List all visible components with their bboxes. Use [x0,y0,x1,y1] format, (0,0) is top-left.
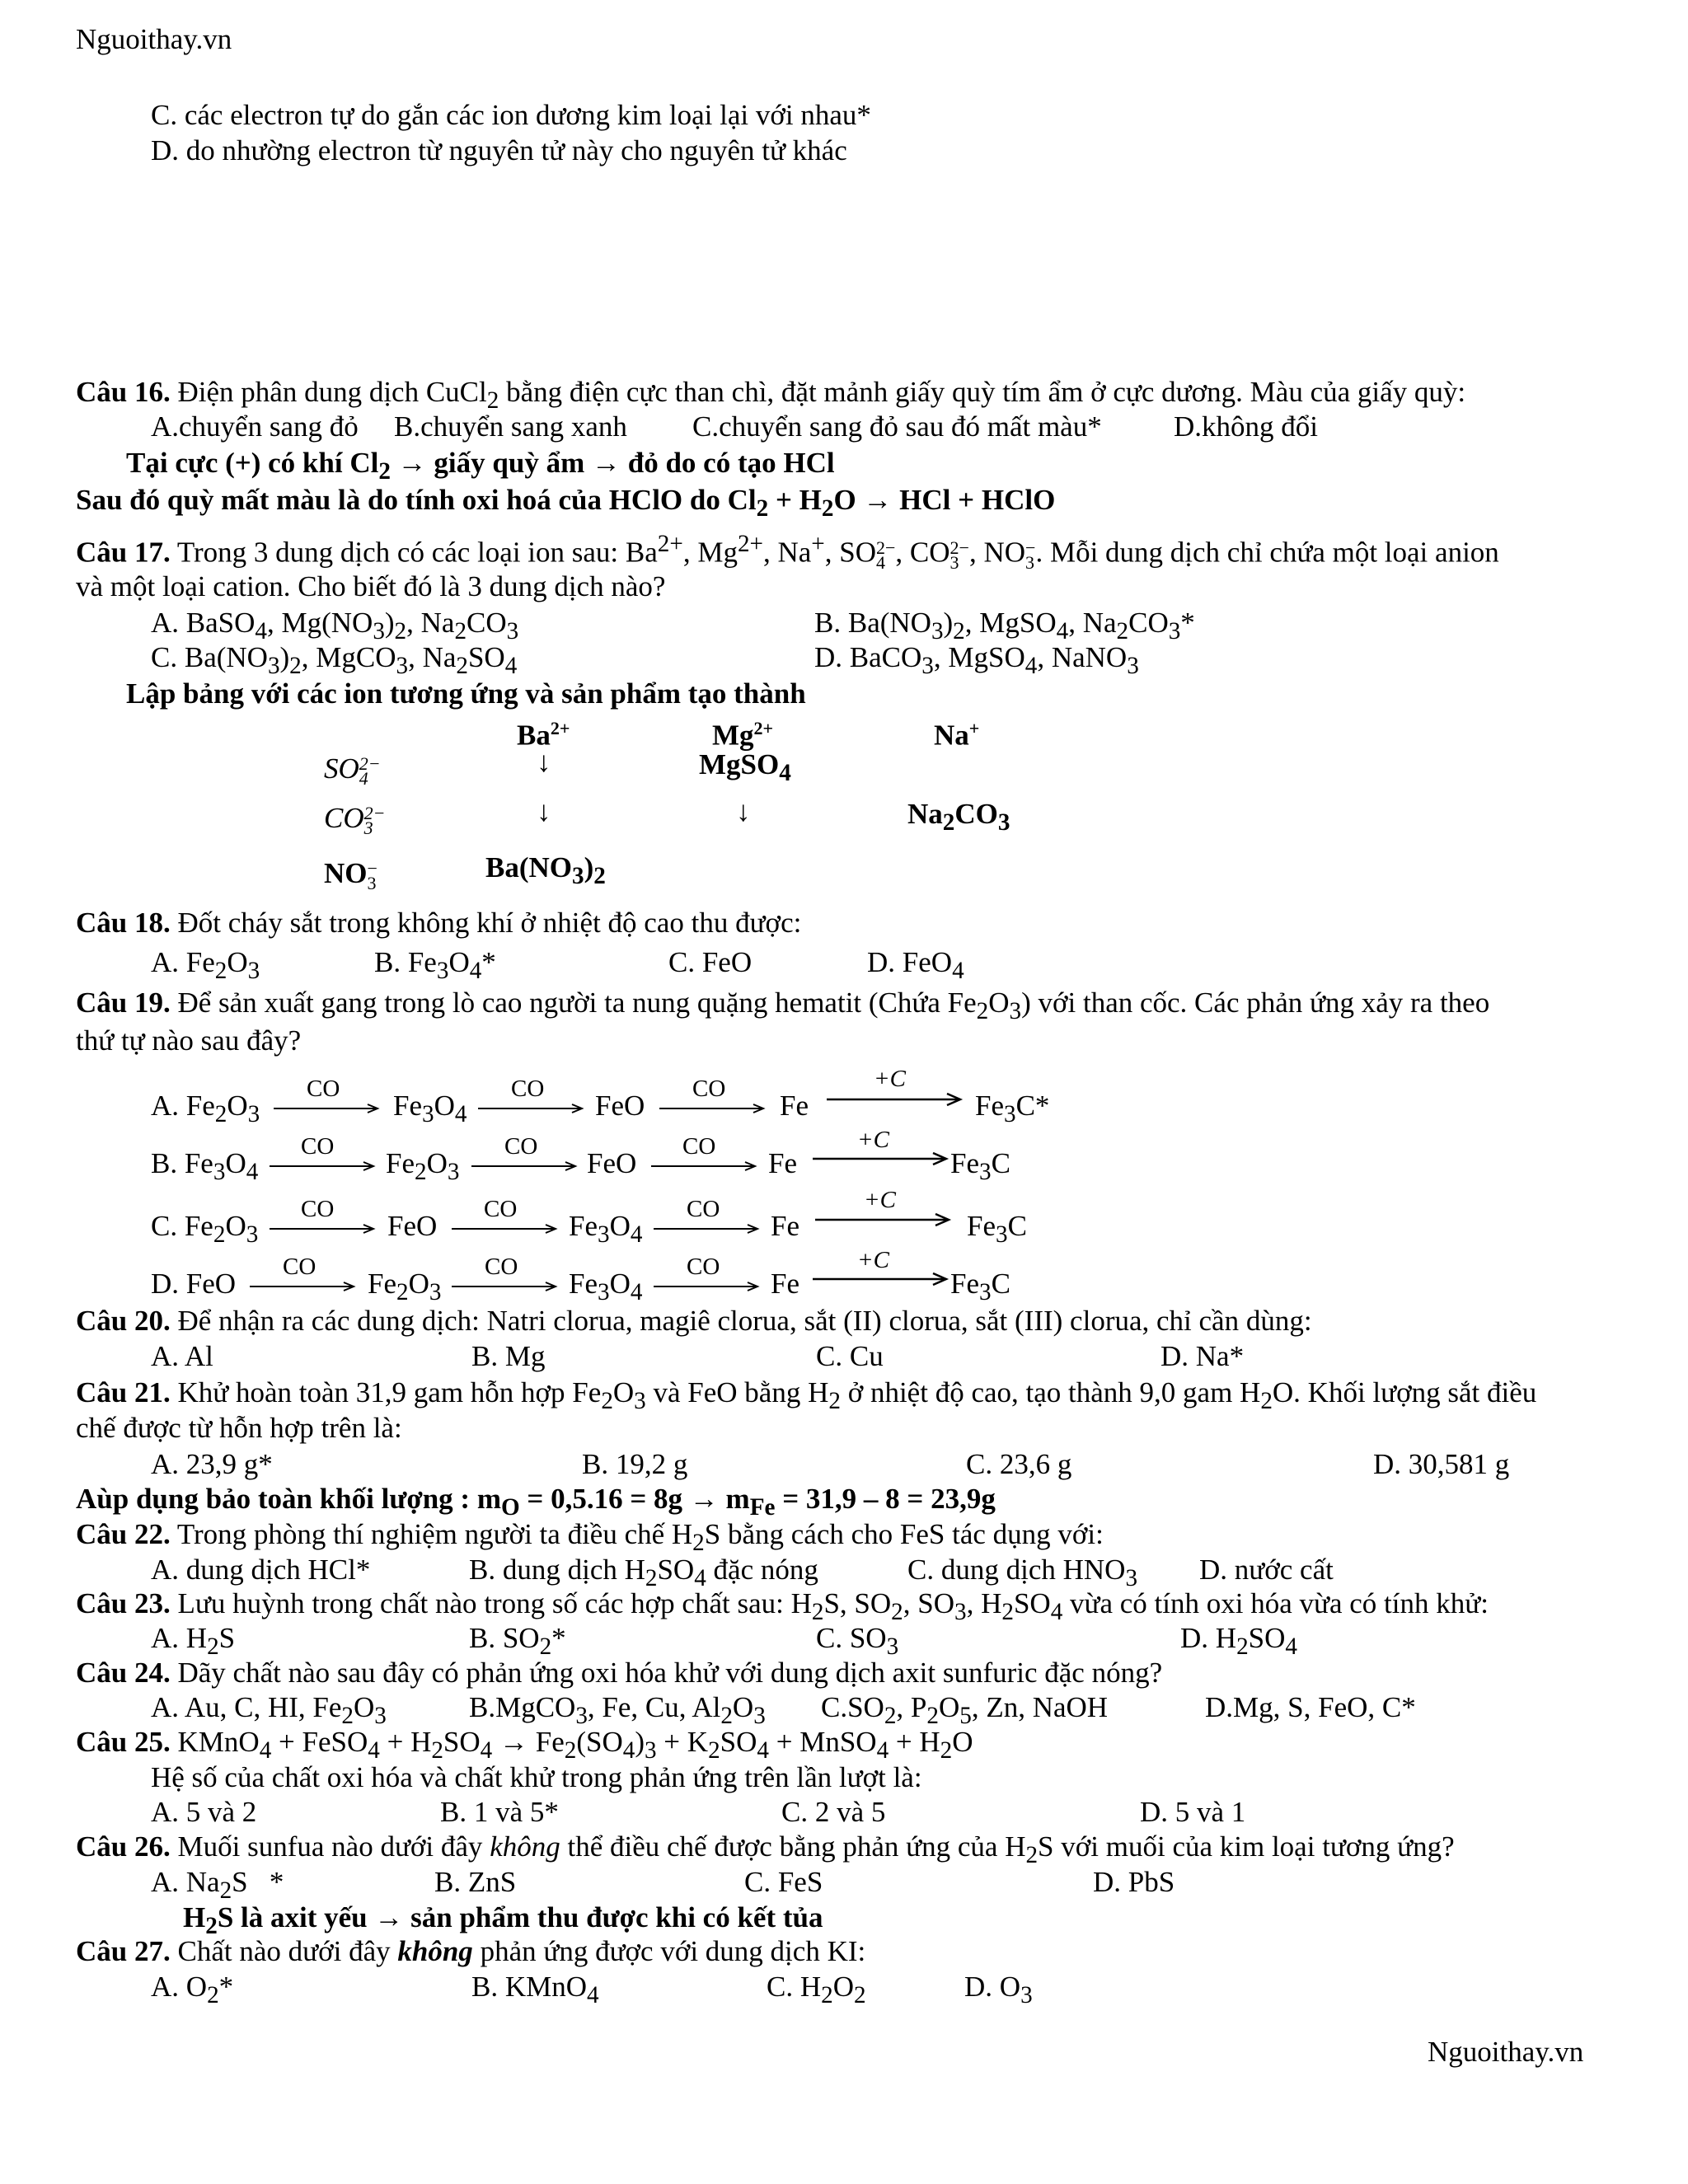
table-header-ba: $Ba^{2+}$ [517,718,570,752]
table-row-so4: SO 2− 4 [324,752,381,789]
table-na2co3: $Na_2CO_3$ [907,798,1010,836]
q17-line2: và một loại cation. Cho biết đó là 3 dung dịch nào? [76,570,666,602]
q20-option-d: D. Na* [1160,1340,1245,1372]
q22-option-c: C. dung dịch $HNO_3$ [907,1554,1138,1591]
q25-option-d: D. 5 và 1 [1140,1796,1246,1828]
q25-option-b: B. 1 và 5* [440,1796,559,1828]
table-mgso4: MgSO$_4$ [699,748,791,786]
q19-c-arrow1-label: CO [301,1196,335,1222]
q19-a-arrow3 [659,1103,767,1118]
q19-b-feo: FeO [587,1147,637,1179]
q26-option-b: B. ZnS [434,1866,517,1898]
q20-option-a: A. Al [151,1340,213,1372]
q16-option-b: B.chuyển sang xanh [394,410,627,443]
q19-b-arrow4-label: +C [857,1127,889,1153]
q19-a-arrow1 [274,1103,381,1118]
q26-option-c: C. FeS [744,1866,823,1898]
q19-c-arrow2 [452,1223,559,1238]
q23-stem: Câu 23. Lưu huỳnh trong chất nào trong số các hợp chất sau: $H_2S$, $SO_2$, $SO_3$, $H_2SO_4$ vừa có tính oxi hóa vừa có tính khử: [76,1587,1489,1625]
q19-d-arrow4 [813,1272,950,1290]
q19-b-arrow2 [471,1160,579,1175]
q19-c-arrow3 [654,1223,761,1238]
q20-option-b: B. Mg [471,1340,546,1372]
q16-explanation-1: Tại cực (+) có khí $Cl_2$ → giấy quỳ ẩm → đỏ do có tạo HCl [126,447,835,485]
q19-b-fe2o3: $Fe_2O_3$ [386,1147,460,1185]
q19-c-arrow4 [815,1213,952,1230]
q25-option-c: C. 2 và 5 [781,1796,886,1828]
q19-a-end: $Fe_3C*$ [975,1090,1050,1127]
q16-option-d: D.không đổi [1174,410,1318,443]
q23-option-d: D. $H_2SO_4$ [1180,1622,1297,1660]
q20-stem: Câu 20. Để nhận ra các dung dịch: Natri clorua, magiê clorua, sắt (II) clorua, sắt (III) clorua, chỉ cần dùng: [76,1305,1312,1337]
q19-a-arrow4-label: +C [874,1066,906,1092]
q17-option-d: D. BaCO$_3$, MgSO$_4$, NaNO$_3$ [814,641,1139,679]
q19-a-fe3o4: $Fe_3O_4$ [393,1090,467,1127]
q27-option-c: C. $H_2O_2$ [767,1971,866,2008]
q19-d-fe: Fe [771,1268,799,1300]
q17-option-c: C. $Ba(NO_3)_2$, MgCO$_3$, $Na_2SO_4$ [151,641,518,679]
q27-option-b: B. KMnO$_4$ [471,1971,599,2008]
q23-option-c: C. $SO_3$ [816,1622,899,1660]
q19-d-end: $Fe_3C$ [950,1268,1010,1305]
q19-b-arrow2-label: CO [504,1133,538,1160]
q19-d-arrow1-label: CO [283,1254,316,1280]
q22-option-d: D. nước cất [1199,1554,1334,1586]
q19-d-start: D. FeO [151,1268,237,1300]
q19-a-arrow2-label: CO [511,1076,545,1102]
q19-b-start: B. $Fe_3O_4$ [151,1147,259,1185]
q19-b-arrow3 [651,1160,758,1175]
q16-option-c: C.chuyển sang đỏ sau đó mất màu* [692,410,1102,443]
q16-explanation-2: Sau đó quỳ mất màu là do tính oxi hoá của HClO do $Cl_2 + H_2O$ → HCl + HClO [76,484,1056,522]
q22-option-a: A. dung dịch HCl* [151,1554,371,1586]
q27-option-d: D. $O_3$ [964,1971,1033,2008]
q27-stem: Câu 27. Chất nào dưới đây không phản ứng được với dung dịch KI: [76,1935,866,1967]
q26-option-a: A. $Na_2S$ * [151,1866,284,1904]
q18-option-a: A. $Fe_2O_3$ [151,946,260,984]
q19-d-arrow2-label: CO [485,1254,518,1280]
q24-option-c: $C.SO_2$, $P_2O_5$, Zn, NaOH [821,1691,1109,1729]
q17-option-b: B. $Ba(NO_3)_2$, MgSO$_4$, $Na_2CO_3*$ [814,607,1195,644]
q26-explanation: $H_2S$ là axit yếu → sản phẩm thu được khi có kết tủa [183,1901,823,1939]
q21-option-b: B. 19,2 g [582,1448,688,1480]
q19-b-end: $Fe_3C$ [950,1147,1010,1185]
table-precipitate-mg-co3: ↓ [736,795,751,827]
q19-c-end: $Fe_3C$ [967,1210,1027,1248]
q19-b-arrow1-label: CO [301,1133,335,1160]
q19-a-fe: Fe [780,1090,809,1122]
prev-option-d: D. do nhường electron từ nguyên tử này cho nguyên tử khác [151,134,847,166]
q25-option-a: A. 5 và 2 [151,1796,257,1828]
header-site: Nguoithay.vn [76,23,232,55]
q18-option-d: D. FeO$_4$ [867,946,964,984]
q26-option-d: D. PbS [1093,1866,1175,1898]
q19-d-arrow2 [452,1281,559,1296]
q19-a-start: A. $Fe_2O_3$ [151,1090,260,1127]
q19-c-start: C. $Fe_2O_3$ [151,1210,259,1248]
q21-stem: Câu 21. Khử hoàn toàn 31,9 gam hỗn hợp $Fe_2O_3$ và FeO bằng $H_2$ ở nhiệt độ cao, tạo thành 9,0 gam $H_2O$. Khối lượng sắt điều [76,1376,1537,1414]
q19-stem: Câu 19. Để sản xuất gang trong lò cao người ta nung quặng hematit (Chứa $Fe_2O_3$) với than cốc. Các phản ứng xảy ra theo [76,987,1490,1024]
q21-option-a: A. 23,9 g* [151,1448,273,1480]
q19-b-arrow1 [270,1160,377,1175]
q27-option-a: A. $O_2*$ [151,1971,234,2008]
q19-a-arrow3-label: CO [692,1076,726,1102]
q16-option-a: A.chuyển sang đỏ [151,410,359,443]
q17-stem: Câu 17. Trong 3 dung dịch có các loại ion sau: $Ba^{2+}$, $Mg^{2+}$, Na+, SO 2− 4 , CO 2− 3 , NO − 3 . Mỗi dung dịch chỉ chứa một loại anion [76,531,1499,573]
q19-d-arrow3-label: CO [687,1254,720,1280]
q19-line2: thứ tự nào sau đây? [76,1024,302,1057]
q24-stem: Câu 24. Dãy chất nào sau đây có phản ứng oxi hóa khử với dung dịch axit sunfuric đặc nóng? [76,1657,1163,1689]
q24-option-a: A. Au, C, HI, $Fe_2O_3$ [151,1691,387,1729]
q22-stem: Câu 22. Trong phòng thí nghiệm người ta điều chế $H_2S$ bằng cách cho FeS tác dụng với: [76,1518,1104,1556]
q16-stem: Câu 16. Điện phân dung dịch CuCl$_2$ bằng điện cực than chì, đặt mảnh giấy quỳ tím ẩm ở cực dương. Màu của giấy quỳ: [76,376,1466,414]
q17-explanation: Lập bảng với các ion tương ứng và sản phẩm tạo thành [126,677,806,710]
table-precipitate-ba-so4: ↓ [537,746,551,778]
q18-option-b: B. $Fe_3O_4*$ [374,946,496,984]
q19-b-arrow4 [813,1152,950,1169]
q19-c-fe3o4: $Fe_3O_4$ [569,1210,643,1248]
q19-c-arrow4-label: +C [864,1187,896,1213]
prev-option-c: C. các electron tự do gắn các ion dương kim loại lại với nhau* [151,99,871,131]
footer-site: Nguoithay.vn [1428,2036,1584,2068]
q19-d-arrow4-label: +C [857,1247,889,1273]
q24-option-d: D.Mg, S, FeO, C* [1205,1691,1416,1723]
q21-option-c: C. 23,6 g [966,1448,1072,1480]
table-row-co3: CO 2− 3 [324,802,386,838]
table-header-mg: $Mg^{2+}$ [712,718,774,752]
q19-a-arrow4 [827,1093,964,1110]
q19-d-arrow3 [654,1281,761,1296]
table-precipitate-ba-co3: ↓ [537,795,551,827]
q18-option-c: C. FeO [668,946,753,978]
q19-b-arrow3-label: CO [682,1133,716,1160]
q24-option-b: B.MgCO$_3$, Fe, Cu, $Al_2O_3$ [469,1691,766,1729]
q19-c-arrow1 [270,1223,377,1238]
q26-stem: Câu 26. Muối sunfua nào dưới đây không thể điều chế được bằng phản ứng của $H_2S$ với muối của kim loại tương ứng? [76,1830,1455,1868]
q25-stem: Câu 25. KMnO$_4$ + FeSO$_4$ + $H_2SO_4 \to Fe_2(SO_4)_3 + K_2SO_4$ + MnSO$_4$ + $H_2O$ [76,1726,973,1764]
q19-a-feo: FeO [595,1090,645,1122]
q22-option-b: B. dung dịch $H_2SO_4$ đặc nóng [469,1554,818,1591]
table-header-na: Na+ [934,718,980,752]
q19-c-arrow3-label: CO [687,1196,720,1222]
q20-option-c: C. Cu [816,1340,884,1372]
q18-stem: Câu 18. Đốt cháy sắt trong không khí ở nhiệt độ cao thu được: [76,907,802,939]
q19-c-arrow2-label: CO [484,1196,518,1222]
q25-line2: Hệ số của chất oxi hóa và chất khử trong phản ứng trên lần lượt là: [151,1761,922,1793]
table-bano3: $Ba(NO_3)_2$ [485,851,606,889]
q21-option-d: D. 30,581 g [1373,1448,1510,1480]
q19-c-fe: Fe [771,1210,799,1242]
q21-explanation: Aùp dụng bảo toàn khối lượng : $m_O = 0,5.16 = 8g \to m_{Fe} = 31,9 - 8 = 23,9g$ [76,1483,996,1521]
q19-b-fe: Fe [768,1147,797,1179]
q19-d-fe2o3: $Fe_2O_3$ [368,1268,442,1305]
q19-a-arrow2 [478,1103,585,1118]
q19-d-arrow1 [250,1281,357,1296]
q21-line2: chế được từ hỗn hợp trên là: [76,1412,402,1444]
q19-a-arrow1-label: CO [307,1076,340,1102]
q23-option-b: B. $SO_2*$ [469,1622,566,1660]
table-row-no3: NO − 3 [324,857,377,893]
q23-option-a: A. $H_2S$ [151,1622,236,1660]
q19-d-fe3o4: $Fe_3O_4$ [569,1268,643,1305]
q17-option-a: A. BaSO$_4$, $Mg(NO_3)_2$, $Na_2CO_3$ [151,607,519,644]
q19-c-feo: FeO [387,1210,438,1242]
